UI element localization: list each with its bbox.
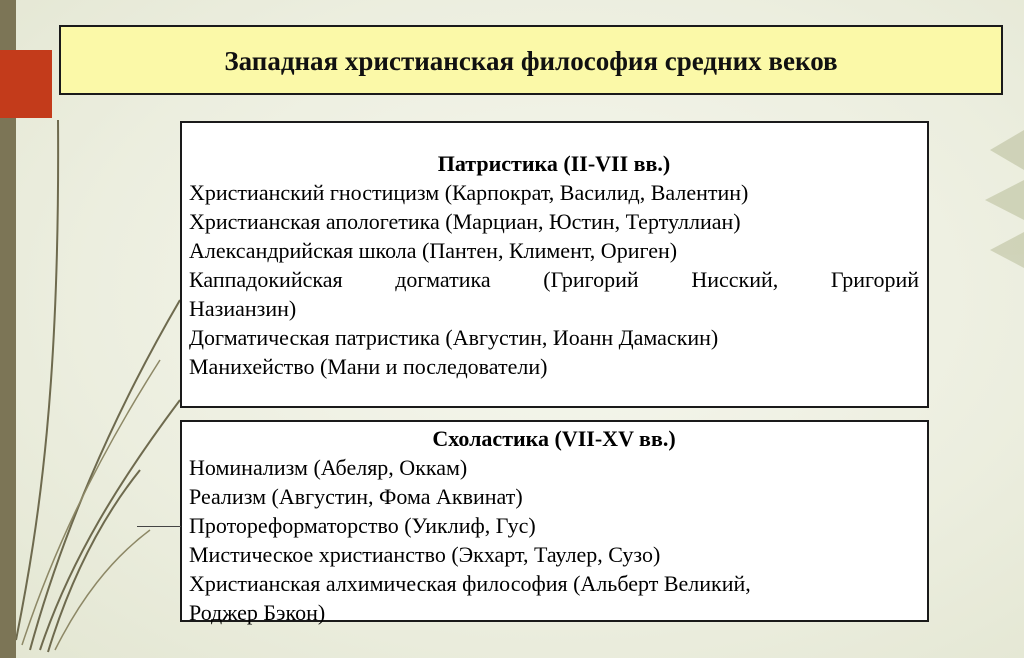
red-accent-block [0, 50, 52, 118]
scholastics-box [180, 420, 929, 625]
list-item: Номинализм (Абеляр, Оккам) [189, 455, 468, 480]
patristics-box [180, 121, 929, 408]
patristics-heading: Патристика (II-VII вв.) [437, 151, 671, 176]
list-item: Назианзин) [189, 296, 297, 321]
list-item: Реализм (Августин, Фома Аквинат) [189, 484, 523, 509]
list-item: Мистическое христианство (Экхарт, Таулер, Сузо) [189, 542, 661, 567]
list-item: Христианская алхимическая философия (Альберт Великий, [189, 571, 751, 596]
list-item: Александрийская школа (Пантен, Климент, Ориген) [189, 238, 678, 263]
page-title: Западная христианская философия средних веков [224, 45, 838, 76]
scholastics-heading: Схоластика (VII-XV вв.) [432, 426, 676, 451]
list-item: Протореформаторство (Уиклиф, Гус) [189, 513, 536, 538]
list-item: Роджер Бэкон) [189, 600, 326, 625]
connector-line [137, 526, 181, 527]
list-item: Христианская апологетика (Марциан, Юстин, Тертуллиан) [189, 209, 741, 234]
list-item: Каппадокийская догматика (Григорий Нисский, Григорий [189, 267, 919, 292]
list-item: Манихейство (Мани и последователи) [189, 354, 548, 379]
title-box [59, 25, 1003, 95]
list-item: Догматическая патристика (Августин, Иоанн Дамаскин) [189, 325, 719, 350]
list-item: Христианский гностицизм (Карпократ, Василид, Валентин) [189, 180, 749, 205]
